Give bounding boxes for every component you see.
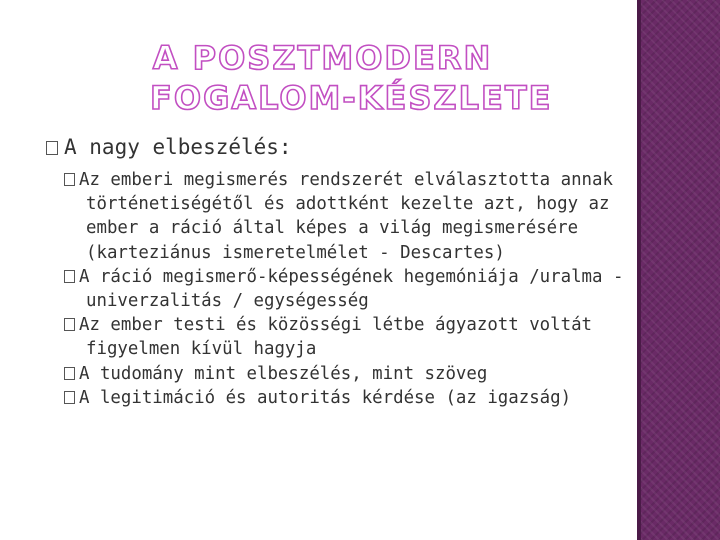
square-box-icon <box>64 270 75 283</box>
sub-bullet-item <box>64 265 634 313</box>
square-box-icon <box>64 391 75 404</box>
sub-bullet-text: A ráció megismerő-képességének hegemóniája /uralma - univerzalitás / egységesség <box>79 266 624 312</box>
sub-bullet-text: Az ember testi és közösségi létbe ágyazott voltát figyelmen kívül hagyja <box>79 315 593 360</box>
main-bullet-text: A nagy elbeszélés: <box>64 135 292 159</box>
sub-bullet-item <box>64 168 634 265</box>
slide-title <box>150 38 553 118</box>
square-box-icon <box>64 318 75 331</box>
sub-bullet-item <box>64 386 634 410</box>
square-box-icon <box>64 367 75 380</box>
sub-bullet-item <box>64 313 634 361</box>
sub-bullet-text: A legitimáció és autoritás kérdése (az igazság) <box>79 387 572 408</box>
sub-bullet-item <box>64 362 634 386</box>
sub-bullet-text: Az emberi megismerés rendszerét elválasztotta annak történetiségétől és adottként kezelte azt, hogy az ember a ráció által képes a világ megismerésére (karteziánus ismeretelmélet - Descartes) <box>79 170 613 263</box>
square-box-icon <box>64 173 75 186</box>
sub-bullet-list <box>64 168 634 410</box>
square-box-icon <box>46 141 58 155</box>
decorative-side-panel <box>641 0 720 540</box>
title-line-1: A POSZTMODERN <box>152 39 493 77</box>
main-bullet <box>46 133 292 161</box>
title-line-2: FOGALOM-KÉSZLETE <box>150 79 553 117</box>
sub-bullet-text: A tudomány mint elbeszélés, mint szöveg <box>79 363 488 384</box>
